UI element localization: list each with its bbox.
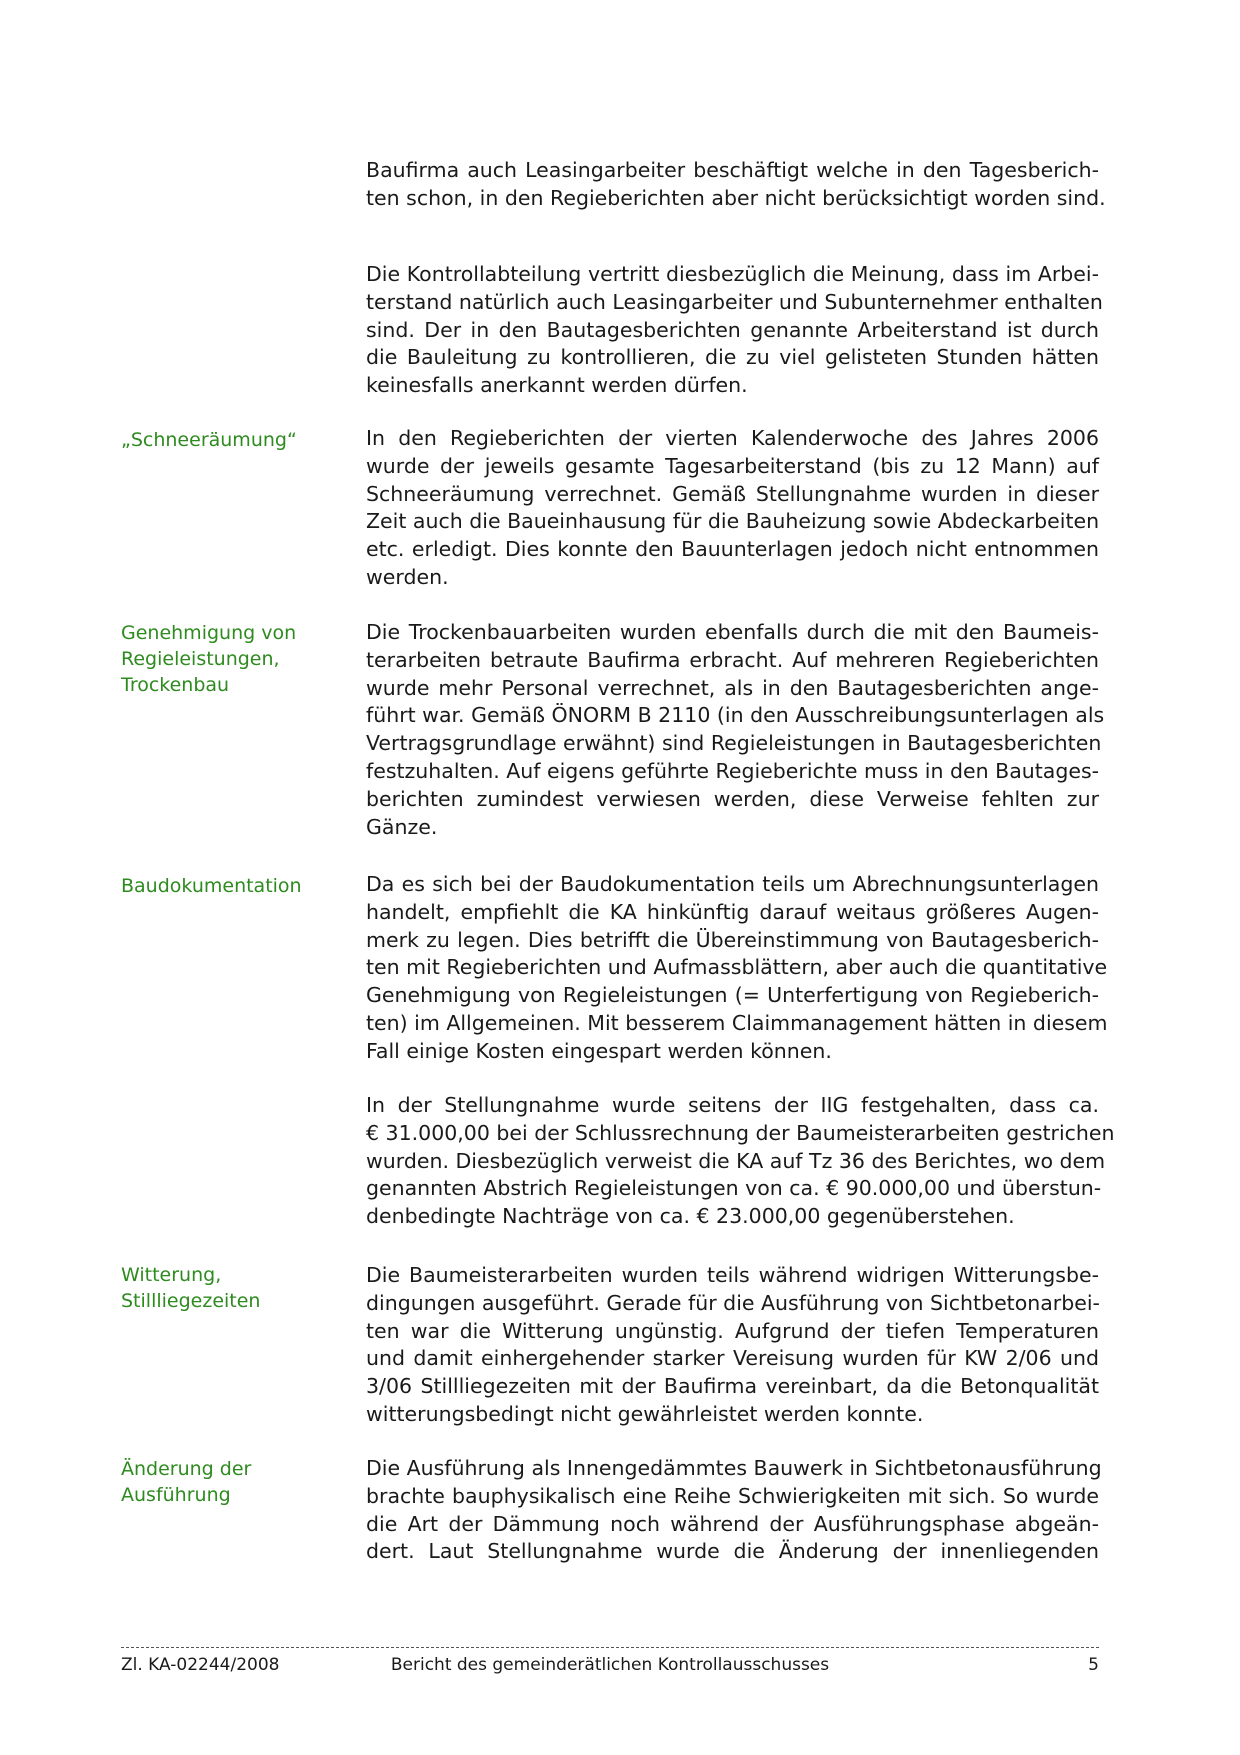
text-line: dert. Laut Stellungnahme wurde die Änderung der innenliegenden	[366, 1539, 1099, 1564]
text-line: Die Ausführung als Innengedämmtes Bauwerk in Sichtbetonausführung	[366, 1456, 1102, 1480]
paragraph-6	[366, 1092, 1115, 1231]
margin-note-schneeraeumung	[121, 427, 341, 453]
paragraph-7	[366, 1262, 1099, 1429]
text-line: In der Stellungnahme wurde seitens der IIG festgehalten, dass ca.	[366, 1093, 1099, 1117]
text-line: ten war die Witterung ungünstig. Aufgrund der tiefen Temperaturen	[366, 1318, 1099, 1343]
page-footer	[121, 1655, 1099, 1679]
paragraph-5	[366, 871, 1108, 1066]
text-line: Genehmigung von Regieleistungen (= Unterfertigung von Regieberich-	[366, 983, 1099, 1008]
text-line: die Bauleitung zu kontrollieren, die zu viel gelisteten Stunden hätten	[366, 345, 1099, 370]
text-line: In den Regieberichten der vierten Kalenderwoche des Jahres 2006	[366, 426, 1099, 450]
text-line: berichten zumindest verwiesen werden, diese Verweise fehlten zur	[366, 786, 1099, 811]
text-line: handelt, empfiehlt die KA hinkünftig darauf weitaus größeres Augen-	[366, 899, 1099, 924]
text-line: ten) im Allgemeinen. Mit besserem Claimmanagement hätten in diesem	[366, 1010, 1108, 1035]
text-line: genannten Abstrich Regieleistungen von ca. € 90.000,00 und überstun-	[366, 1176, 1102, 1201]
margin-note-genehmigung	[121, 620, 341, 698]
text-line: denbedingte Nachträge von ca. € 23.000,00 gegenüberstehen.	[366, 1204, 1015, 1229]
margin-note-line: Änderung der	[121, 1458, 252, 1480]
text-line: Da es sich bei der Baudokumentation teils um Abrechnungsunterlagen	[366, 872, 1099, 896]
text-line: wurde mehr Personal verrechnet, als in den Bautagesberichten ange-	[366, 675, 1099, 700]
text-line: dingungen ausgeführt. Gerade für die Ausführung von Sichtbetonarbei-	[366, 1290, 1100, 1315]
text-line: witterungsbedingt nicht gewährleistet werden konnte.	[366, 1401, 924, 1426]
text-line: und damit einhergehender starker Vereisung wurden für KW 2/06 und	[366, 1346, 1099, 1371]
margin-note-line: Regieleistungen,	[121, 648, 280, 670]
margin-note-baudokumentation	[121, 873, 341, 899]
margin-note-line: Stillliegezeiten	[121, 1290, 261, 1312]
footer-reference: Zl. KA-02244/2008	[121, 1655, 280, 1675]
paragraph-8	[366, 1455, 1102, 1566]
text-line: terarbeiten betraute Baufirma erbracht. Auf mehreren Regieberichten	[366, 647, 1099, 672]
paragraph-1	[366, 157, 1106, 213]
paragraph-2	[366, 261, 1103, 400]
margin-note-line: Ausführung	[121, 1484, 231, 1506]
text-line: terstand natürlich auch Leasingarbeiter und Subunternehmer enthalten	[366, 289, 1103, 314]
text-line: brachte bauphysikalisch eine Reihe Schwierigkeiten mit sich. So wurde	[366, 1483, 1099, 1508]
paragraph-4	[366, 619, 1105, 841]
text-line: merk zu legen. Dies betrifft die Übereinstimmung von Bautagesberich-	[366, 927, 1099, 952]
text-line: führt war. Gemäß ÖNORM B 2110 (in den Ausschreibungsunterlagen als	[366, 703, 1105, 728]
text-line: Gänze.	[366, 814, 438, 839]
text-line: wurde der jeweils gesamte Tagesarbeiterstand (bis zu 12 Mann) auf	[366, 453, 1099, 478]
text-line: Die Trockenbauarbeiten wurden ebenfalls durch die mit den Baumeis-	[366, 620, 1099, 644]
margin-note-line: Baudokumentation	[121, 875, 302, 897]
margin-note-line: Trockenbau	[121, 674, 230, 696]
margin-note-aenderung	[121, 1456, 341, 1508]
text-line: wurden. Diesbezüglich verweist die KA auf Tz 36 des Berichtes, wo dem	[366, 1148, 1106, 1173]
text-line: festzuhalten. Auf eigens geführte Regieberichte muss in den Bautages-	[366, 758, 1100, 783]
text-line: Zeit auch die Baueinhausung für die Bauheizung sowie Abdeckarbeiten	[366, 509, 1100, 534]
text-line: Die Kontrollabteilung vertritt diesbezüglich die Meinung, dass im Arbei-	[366, 262, 1099, 286]
text-line: ten mit Regieberichten und Aufmassblättern, aber auch die quantitative	[366, 955, 1108, 980]
margin-note-line: Witterung,	[121, 1264, 222, 1286]
paragraph-3	[366, 425, 1099, 592]
text-line: Fall einige Kosten eingespart werden können.	[366, 1038, 832, 1063]
text-line: 3/06 Stillliegezeiten mit der Baufirma vereinbart, da die Betonqualität	[366, 1374, 1099, 1399]
text-line: sind. Der in den Bautagesberichten genannte Arbeiterstand ist durch	[366, 317, 1099, 342]
text-line: keinesfalls anerkannt werden dürfen.	[366, 373, 748, 398]
text-line: Die Baumeisterarbeiten wurden teils während widrigen Witterungsbe-	[366, 1263, 1099, 1287]
text-line: Baufirma auch Leasingarbeiter beschäftigt welche in den Tagesberich-	[366, 158, 1099, 182]
margin-note-line: Genehmigung von	[121, 622, 297, 644]
text-line: werden.	[366, 564, 449, 589]
text-line: Vertragsgrundlage erwähnt) sind Regieleistungen in Bautagesberichten	[366, 731, 1102, 756]
footer-divider	[121, 1647, 1099, 1648]
text-line: etc. erledigt. Dies konnte den Bauunterlagen jedoch nicht entnommen	[366, 537, 1099, 562]
page-number: 5	[1088, 1655, 1099, 1675]
text-line: die Art der Dämmung noch während der Ausführungsphase abgeän-	[366, 1511, 1099, 1536]
text-line: Schneeräumung verrechnet. Gemäß Stellungnahme wurden in dieser	[366, 481, 1099, 506]
footer-title: Bericht des gemeinderätlichen Kontrollausschusses	[390, 1655, 830, 1675]
margin-note-witterung	[121, 1262, 341, 1314]
text-line: € 31.000,00 bei der Schlussrechnung der Baumeisterarbeiten gestrichen	[366, 1120, 1115, 1145]
margin-note-line: „Schneeräumung“	[121, 429, 297, 451]
text-line: ten schon, in den Regieberichten aber nicht berücksichtigt worden sind.	[366, 185, 1106, 210]
